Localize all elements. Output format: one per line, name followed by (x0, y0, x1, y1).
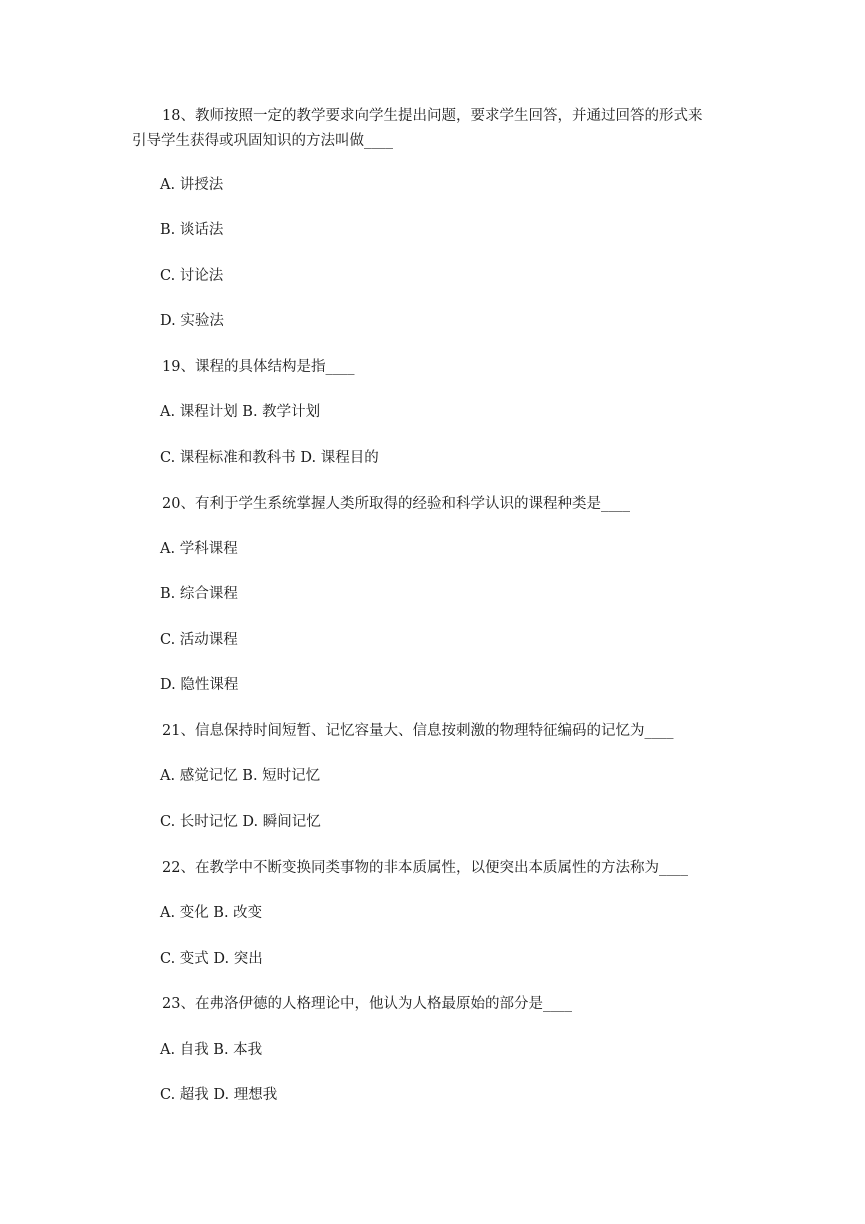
question-23-option-line2: C. 超我 D. 理想我 (160, 1087, 278, 1103)
question-21-stem: 21、信息保持时间短暂、记忆容量大、信息按刺激的物理特征编码的记忆为____ (162, 723, 674, 739)
question-20-option-d: D. 隐性课程 (160, 677, 239, 693)
question-20-stem: 20、有利于学生系统掌握人类所取得的经验和科学认识的课程种类是____ (162, 496, 630, 512)
question-20-option-b: B. 综合课程 (160, 586, 238, 602)
question-21-option-line1: A. 感觉记忆 B. 短时记忆 (160, 768, 321, 784)
question-22-option-line1: A. 变化 B. 改变 (160, 905, 263, 921)
question-23-stem: 23、在弗洛伊德的人格理论中，他认为人格最原始的部分是____ (162, 996, 572, 1012)
question-18-stem-line2: 引导学生获得或巩固知识的方法叫做____ (132, 133, 393, 149)
question-18-stem-line1: 18、教师按照一定的教学要求向学生提出问题，要求学生回答，并通过回答的形式来 (162, 108, 703, 124)
question-19-stem: 19、课程的具体结构是指____ (162, 359, 355, 375)
question-18-option-c: C. 讨论法 (160, 268, 224, 284)
question-23-option-line1: A. 自我 B. 本我 (160, 1042, 263, 1058)
question-21-option-line2: C. 长时记忆 D. 瞬间记忆 (160, 814, 321, 830)
question-18-option-d: D. 实验法 (160, 313, 224, 329)
question-20-option-c: C. 活动课程 (160, 632, 238, 648)
question-22-option-line2: C. 变式 D. 突出 (160, 951, 263, 967)
question-19-option-line2: C. 课程标准和教科书 D. 课程目的 (160, 450, 379, 466)
question-22-stem: 22、在教学中不断变换同类事物的非本质属性，以便突出本质属性的方法称为____ (162, 860, 688, 876)
question-18-option-a: A. 讲授法 (160, 177, 224, 193)
question-19-option-line1: A. 课程计划 B. 教学计划 (160, 404, 321, 420)
question-18-option-b: B. 谈话法 (160, 222, 224, 238)
question-20-option-a: A. 学科课程 (160, 541, 238, 557)
